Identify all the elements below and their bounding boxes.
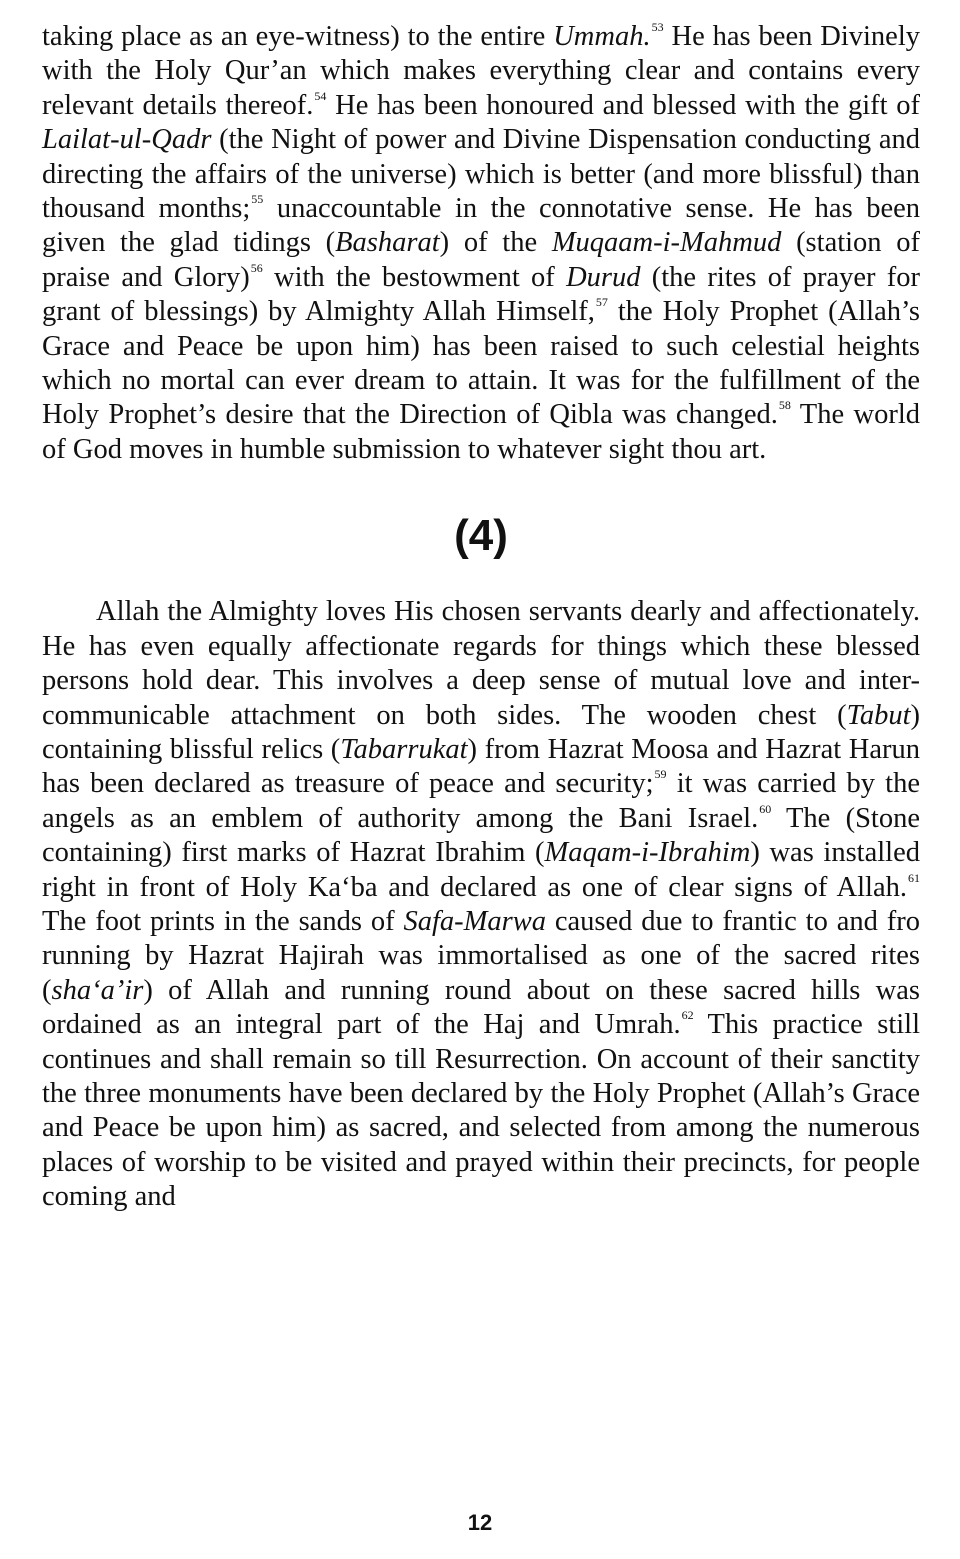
text-run: taking place as an eye-witness) to the entire — [42, 21, 554, 52]
italic-term-basharat: Basharat — [335, 227, 440, 259]
text-run: caused due to frantic to and fro running by Hazrat Hajirah was immortalised as one of the sacred rites ( — [42, 905, 920, 1006]
footnote-ref-55: 55 — [251, 192, 264, 207]
footnote-ref-56: 56 — [250, 260, 263, 275]
footnote-ref-57: 57 — [595, 295, 608, 310]
footnote-ref-59: 59 — [654, 767, 667, 782]
footnote-ref-58: 58 — [778, 398, 791, 413]
text-run: ) was installed right in front of Holy Ka‘ba and declared as one of clear signs of Allah. — [42, 837, 920, 903]
text-run: Allah the Almighty loves His chosen servants dearly and affectionately. He has even equally affectionate regards for things which these blessed persons hold dear. This involves a deep sense of mutual love and inter-communicable attachment on both sides. The wooden chest ( — [42, 596, 920, 731]
italic-term-ummah: Ummah. — [553, 21, 651, 52]
footnote-ref-60: 60 — [759, 801, 772, 816]
text-run: ) of Allah and running round about on these sacred hills was ordained as an integral part of the Haj and Umrah. — [42, 974, 920, 1041]
page-content — [42, 20, 920, 1215]
italic-term-safa-marwa: Safa-Marwa — [403, 905, 546, 937]
footnote-ref-53: 53 — [651, 20, 664, 34]
text-run: The world of God moves in humble submission to whatever sight thou art. — [42, 399, 920, 465]
paragraph-section-4 — [42, 595, 920, 1214]
paragraph-continued — [42, 20, 920, 467]
text-run: He has been Divinely with the Holy Qur’an which makes everything clear and contains every relevant details thereof. — [42, 21, 920, 121]
text-run: it was carried by the angels as an emblem of authority among the Bani Israel. — [42, 768, 920, 834]
italic-term-durud: Durud — [566, 261, 641, 293]
italic-term-tabarrukat: Tabarrukat — [340, 733, 468, 765]
text-run: This practice still continues and shall remain so till Resurrection. On account of their sanctity the three monuments have been declared by the Holy Prophet (Allah’s Grace and Peace be upon him) as sacred, and selected from among the numerous places of worship to be visited and prayed within their precincts, for people coming and — [42, 1009, 921, 1213]
text-run: ) of the — [439, 227, 552, 259]
text-run: The (Stone containing) first marks of Hazrat Ibrahim ( — [42, 802, 920, 869]
text-run: ) from Hazrat Moosa and Hazrat Harun has been declared as treasure of peace and security; — [42, 733, 920, 800]
text-run: the Holy Prophet (Allah’s Grace and Peace be upon him) has been raised to such celestial heights which no mortal can ever dream to attain. It was for the fulfillment of the Holy Prophet’s desire that the Direction of Qibla was changed. — [42, 296, 920, 431]
text-run: (station of praise and Glory) — [42, 227, 920, 293]
footnote-ref-61: 61 — [908, 870, 920, 885]
footnote-ref-54: 54 — [314, 88, 327, 103]
text-run: He has been honoured and blessed with the gift of — [326, 89, 921, 121]
text-run: The foot prints in the sands of — [42, 905, 404, 937]
text-run: ) containing blissful relics ( — [42, 699, 920, 765]
text-run: (the Night of power and Divine Dispensation conducting and directing the affairs of the universe) which is better (and more blissful) than thousand months; — [42, 124, 920, 225]
italic-term-muqaam-i-mahmud: Muqaam-i-Mahmud — [551, 227, 782, 259]
page-number: 12 — [467, 1510, 493, 1535]
italic-term-tabut: Tabut — [846, 699, 911, 731]
text-run: (the rites of prayer for grant of blessings) by Almighty Allah Himself, — [42, 261, 920, 328]
section-heading: (4) — [454, 511, 508, 561]
text-run: with the bestowment of — [262, 261, 567, 293]
italic-term-shaair: sha‘a’ir — [51, 974, 144, 1006]
italic-term-maqam-i-ibrahim: Maqam-i-Ibrahim — [544, 837, 751, 869]
italic-term-lailat-ul-qadr: Lailat-ul-Qadr — [42, 124, 212, 156]
footnote-ref-62: 62 — [681, 1008, 694, 1023]
text-run: unaccountable in the connotative sense. He has been given the glad tidings ( — [42, 193, 920, 259]
